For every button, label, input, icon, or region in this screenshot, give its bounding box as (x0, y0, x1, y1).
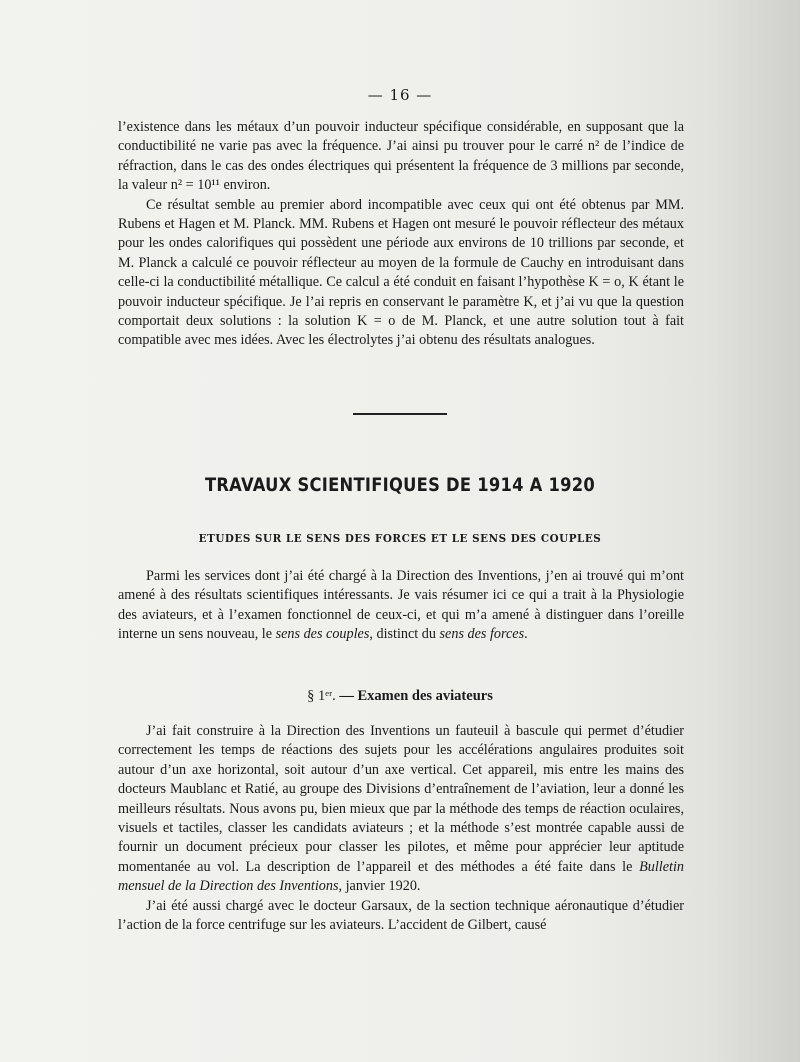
term-sens-des-forces: sens des forces (439, 626, 525, 643)
text-block-intro (118, 567, 684, 645)
section-title (0, 688, 800, 705)
paragraph-services (118, 567, 684, 645)
bulletin-title: Bulletin mensuel de la Direction des Inventions (118, 858, 684, 895)
text-block-top (118, 118, 684, 351)
paragraph-garsaux: J’ai été aussi chargé avec le docteur Garsaux, de la section technique aéronautique d’étudier l’action de la force centrifuge sur les aviateurs. L’accident de Gilbert, causé (118, 897, 684, 934)
paragraph-fauteuil (118, 722, 684, 897)
term-sens-des-couples: sens des couples (275, 626, 370, 643)
paragraph-services-text: Parmi les services dont j’ai été chargé à la Direction des Inventions, j’en ai trouvé qui m’ont amené à des résultats scientifiques intéressants. Je vais résumer ici ce qui a trait à la Physiologie des aviateurs, et à l’examen fonctionnel de ceux-ci, et qui m’a amené à distinguer dans l’oreille interne un sens nouveau, le (118, 568, 684, 643)
text-block-examen (118, 722, 684, 935)
section-title-text: — Examen des aviateurs (335, 688, 493, 704)
section-divider (353, 413, 447, 415)
chapter-subheading: ETUDES SUR LE SENS DES FORCES ET LE SENS DES COUPLES (198, 531, 602, 545)
paragraph-continuation: l’existence dans les métaux d’un pouvoir inducteur spécifique considérable, en supposant que la conductibilité ne varie pas avec la fréquence. J’ai ainsi pu trouver pour le carré n² de l’indice de réfraction, dans le cas des ondes électriques qui présentent la fréquence de 3 millions par seconde, la valeur n² = 10¹¹ environ. (118, 119, 684, 194)
paragraph-services-end: . (524, 626, 528, 643)
section-symbol: § 1ᵉʳ. (307, 688, 336, 704)
paragraph-fauteuil-text: J’ai fait construire à la Direction des Inventions un fauteuil à bascule qui permet d’étudier correctement les temps de réactions des sujets pour les accélérations angulaires produites soit autour d’un axe horizontal, soit autour d’un axe vertical. Cet appareil, mis entre les mains des docteurs Maublanc et Ratié, au groupe des Divisions d’entraînement de l’aviation, leur a donné les meilleurs résultats. Nous avons pu, bien mieux que par la méthode des temps de réaction oculaires, visuels et tactiles, classer les candidats aviateurs ; et la méthode s’est montrée capable aussi de fournir un document précieux pour classer les pilotes, et même pour apprécier leur aptitude momentanée au vol. La description de l’appareil et des méthodes a été faite dans le (118, 723, 684, 875)
paragraph-fauteuil-end: , janvier 1920. (338, 878, 421, 895)
page-number: — 16 — (367, 86, 433, 104)
paragraph-rubens-planck: Ce résultat semble au premier abord incompatible avec ceux qui ont été obtenus par MM. Rubens et Hagen et M. Planck. MM. Rubens et Hagen ont mesuré le pouvoir réflecteur des métaux pour les ondes calorifiques qui possèdent une période aux environs de 10 trillions par seconde, et M. Planck a calculé ce pouvoir réflecteur au moyen de la formule de Cauchy en introduisant dans celle-ci la conductibilité métallique. Ce calcul a été conduit en faisant l’hypothèse K = o, K étant le pouvoir inducteur spécifique. Je l’ai repris en conservant le paramètre K, et j’ai vu que la question comportait deux solutions : la solution K = o de M. Planck, et une autre solution tout à fait compatible avec mes idées. Avec les électrolytes j’ai obtenu des résultats analogues. (118, 196, 684, 349)
chapter-heading: TRAVAUX SCIENTIFIQUES DE 1914 A 1920 (204, 474, 596, 496)
paragraph-services-text-2: , distinct du (369, 626, 440, 643)
